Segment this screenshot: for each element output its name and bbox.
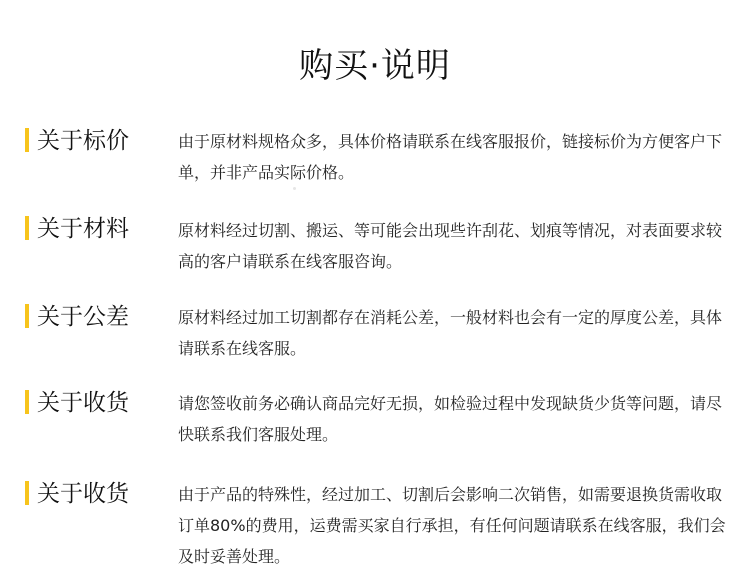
section-body: 原材料经过加工切割都存在消耗公差，一般材料也会有一定的厚度公差，具体请联系在线客服。	[178, 308, 723, 358]
section-body: 请您签收前务必确认商品完好无损，如检验过程中发现缺货少货等问题，请尽快联系我们客服处理。	[178, 394, 723, 444]
accent-bar	[25, 216, 29, 240]
section-heading: 关于材料	[37, 216, 129, 242]
section-heading: 关于收货	[37, 390, 129, 416]
section-body: 原材料经过切割、搬运、等可能会出现些许刮花、划痕等情况，对表面要求较高的客户请联系在线客服咨询。	[178, 221, 723, 271]
accent-bar	[25, 390, 29, 414]
accent-bar	[25, 304, 29, 328]
decorative-dot	[293, 187, 296, 190]
section-body: 由于原材料规格众多，具体价格请联系在线客服报价，链接标价为方便客户下单，并非产品实际价格。	[178, 132, 723, 182]
section-body: 由于产品的特殊性，经过加工、切割后会影响二次销售，如需要退换货需收取订单80%的费用，运费需买家自行承担，有任何问题请联系在线客服，我们会及时妥善处理。	[178, 485, 726, 566]
section-heading: 关于公差	[37, 304, 129, 330]
section-heading: 关于收货	[37, 481, 129, 507]
section-heading: 关于标价	[37, 128, 129, 154]
accent-bar	[25, 128, 29, 152]
page-title: 购买·说明	[299, 46, 451, 86]
accent-bar	[25, 481, 29, 505]
